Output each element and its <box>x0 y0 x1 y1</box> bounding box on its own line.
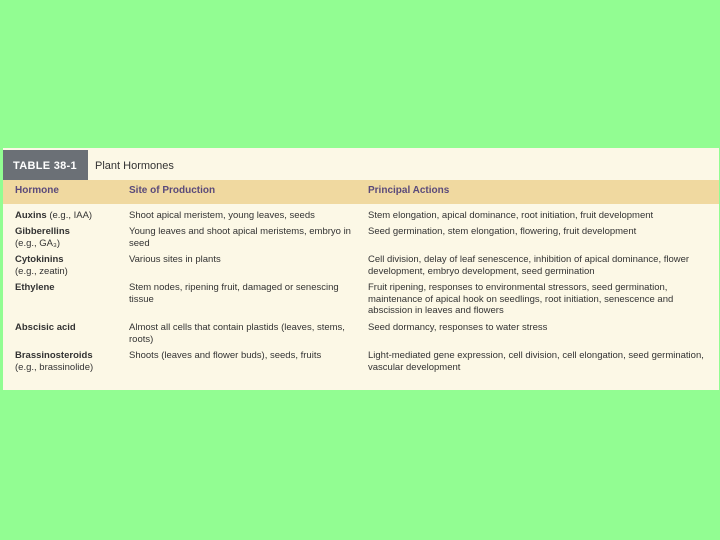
hormone-example: (e.g., IAA) <box>46 210 93 221</box>
hormone-name: Brassinosteroids <box>15 350 93 361</box>
site-cell: Shoots (leaves and flower buds), seeds, fruits <box>129 350 322 361</box>
site-cell: Young leaves and shoot apical meristems, embryo in seed <box>129 226 351 249</box>
plant-hormones-table <box>3 148 719 390</box>
table-title-bar <box>3 150 719 182</box>
action-cell: Light-mediated gene expression, cell division, cell elongation, seed germination, vascular development <box>368 350 704 373</box>
action-cell: Fruit ripening, responses to environmental stressors, seed germination, maintenance of apical hook on seedlings, root initiation, senescence and abscission in leaves and flowers <box>368 282 674 316</box>
header-principal-actions: Principal Actions <box>368 185 450 196</box>
site-cell: Various sites in plants <box>129 254 221 265</box>
hormone-name: Cytokinins <box>15 254 64 265</box>
table-caption: Plant Hormones <box>95 160 174 172</box>
hormone-name: Abscisic acid <box>15 322 76 333</box>
header-site-of-production: Site of Production <box>129 185 216 196</box>
action-cell: Seed germination, stem elongation, flowering, fruit development <box>368 226 637 237</box>
action-cell: Stem elongation, apical dominance, root initiation, fruit development <box>368 210 654 221</box>
action-cell: Seed dormancy, responses to water stress <box>368 322 548 333</box>
hormone-example: (e.g., GA₃) <box>15 237 61 249</box>
action-cell: Cell division, delay of leaf senescence, inhibition of apical dominance, flower development, embryo development, seed germination <box>368 254 690 277</box>
hormone-name: Ethylene <box>15 282 55 293</box>
hormone-name: Auxins <box>15 210 47 221</box>
header-hormone: Hormone <box>15 185 59 196</box>
table-number-label: TABLE 38-1 <box>3 150 88 182</box>
hormone-example: (e.g., brassinolide) <box>15 361 94 373</box>
hormone-example: (e.g., zeatin) <box>15 265 68 277</box>
site-cell: Stem nodes, ripening fruit, damaged or senescing tissue <box>129 282 339 305</box>
site-cell: Almost all cells that contain plastids (leaves, stems, roots) <box>129 322 345 345</box>
table-header-row <box>3 180 719 204</box>
site-cell: Shoot apical meristem, young leaves, seeds <box>129 210 315 221</box>
hormone-name: Gibberellins <box>15 226 70 237</box>
